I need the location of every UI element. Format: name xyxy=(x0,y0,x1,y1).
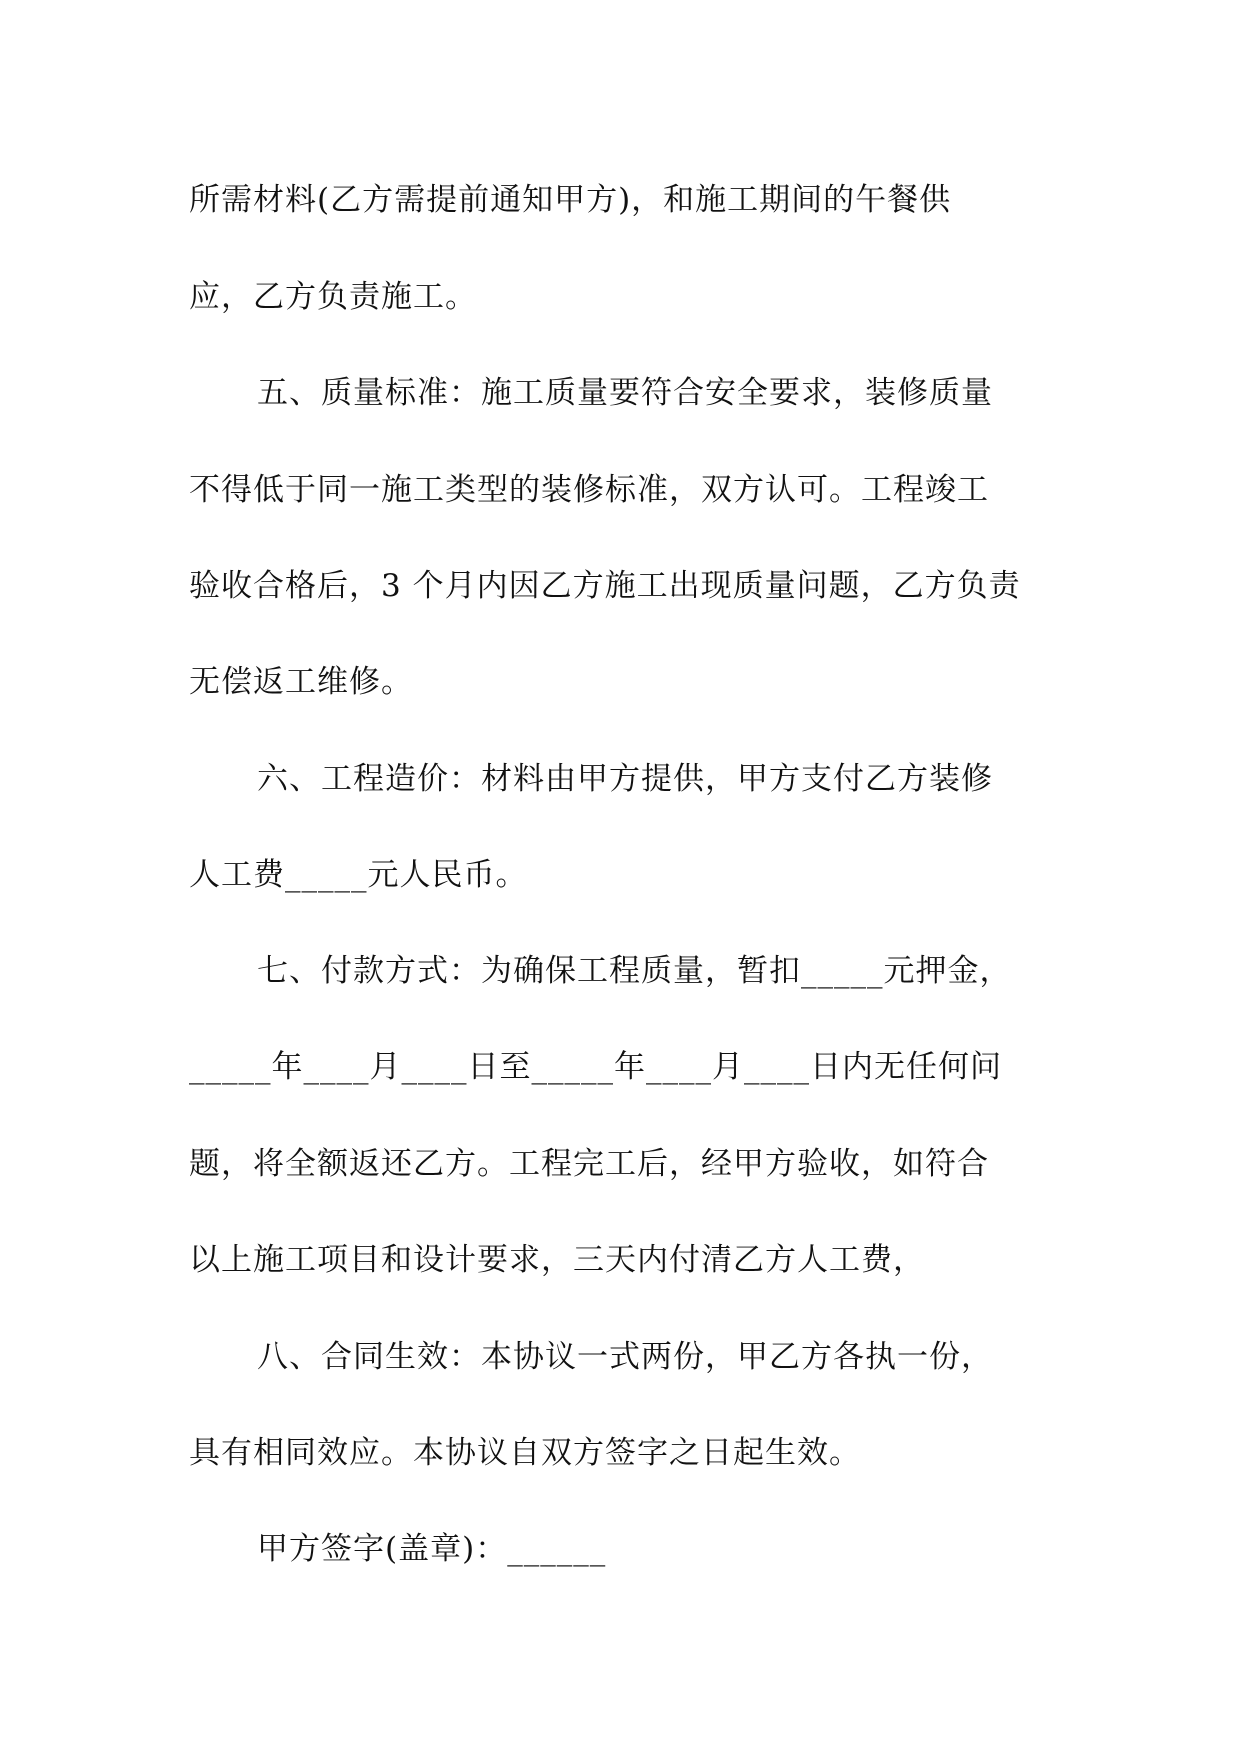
text-line: 所需材料(乙方需提前通知甲方)，和施工期间的午餐供 xyxy=(189,182,952,218)
text-line: 以上施工项目和设计要求，三天内付清乙方人工费， xyxy=(189,1242,925,1278)
text-line: 具有相同效应。本协议自双方签字之日起生效。 xyxy=(189,1435,861,1471)
section-effective-heading-line: 八、合同生效：本协议一式两份，甲乙方各执一份， xyxy=(257,1339,993,1375)
text-line: 应，乙方负责施工。 xyxy=(189,279,477,315)
text-line: 验收合格后，3 个月内因乙方施工出现质量问题，乙方负责 xyxy=(189,568,1021,604)
section-cost-heading-line: 六、工程造价：材料由甲方提供，甲方支付乙方装修 xyxy=(257,761,993,797)
party-a-signature-line: 甲方签字(盖章)：______ xyxy=(257,1531,607,1567)
text-line: 人工费_____元人民币。 xyxy=(189,857,528,893)
text-line: 无偿返工维修。 xyxy=(189,664,413,700)
text-line: _____年____月____日至_____年____月____日内无任何问 xyxy=(189,1049,1002,1085)
section-quality-heading-line: 五、质量标准：施工质量要符合安全要求，装修质量 xyxy=(257,375,993,411)
text-line: 题，将全额返还乙方。工程完工后，经甲方验收，如符合 xyxy=(189,1146,989,1182)
text-line: 不得低于同一施工类型的装修标准，双方认可。工程竣工 xyxy=(189,472,989,508)
section-payment-heading-line: 七、付款方式：为确保工程质量，暂扣_____元押金， xyxy=(257,953,1012,989)
